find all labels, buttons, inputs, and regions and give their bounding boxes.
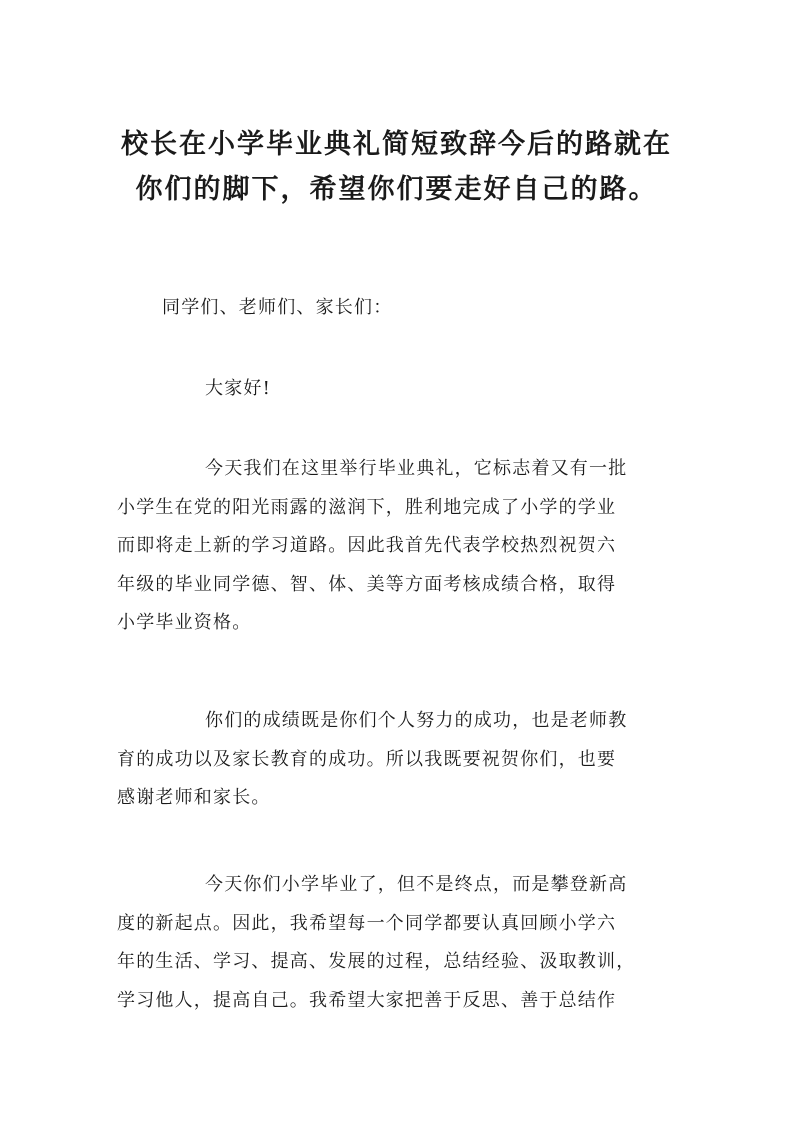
- paragraph-line: 小学生在党的阳光雨露的滋润下，胜利地完成了小学的学业: [117, 496, 617, 518]
- paragraph-line: 而即将走上新的学习道路。因此我首先代表学校热烈祝贺六: [117, 535, 617, 556]
- paragraph-line: 小学毕业资格。: [117, 612, 252, 633]
- paragraph-1: [117, 450, 679, 643]
- title-line: 你们的脚下，希望你们要走好自己的路。: [135, 174, 658, 205]
- paragraph-line: 育的成功以及家长教育的成功。所以我既要祝贺你们，也要: [117, 748, 617, 770]
- paragraph-line: 今天我们在这里举行毕业典礼，它标志着又有一批: [205, 458, 628, 479]
- paragraph-line: 度的新起点。因此，我希望每一个同学都要认真回顾小学六: [117, 912, 617, 934]
- document-title: [100, 122, 693, 212]
- paragraph-line: 你们的成绩既是你们个人努力的成功，也是老师教: [205, 710, 628, 731]
- title-line: 校长在小学毕业典礼简短致辞今后的路就在: [121, 129, 672, 160]
- paragraph-line: 年级的毕业同学德、智、体、美等方面考核成绩合格，取得: [117, 573, 617, 595]
- paragraph-2: [117, 702, 679, 818]
- paragraph-line: 今天你们小学毕业了，但不是终点，而是攀登新高: [205, 874, 628, 895]
- greeting: 大家好!: [205, 378, 272, 399]
- paragraph-3: [117, 866, 679, 1020]
- salutation: 同学们、老师们、家长们：: [162, 297, 393, 318]
- paragraph-line: 年的生活、学习、提高、发展的过程，总结经验、汲取教训，: [117, 951, 636, 972]
- paragraph-line: 感谢老师和家长。: [117, 787, 271, 808]
- paragraph-line: 学习他人，提高自己。我希望大家把善于反思、善于总结作: [117, 989, 617, 1011]
